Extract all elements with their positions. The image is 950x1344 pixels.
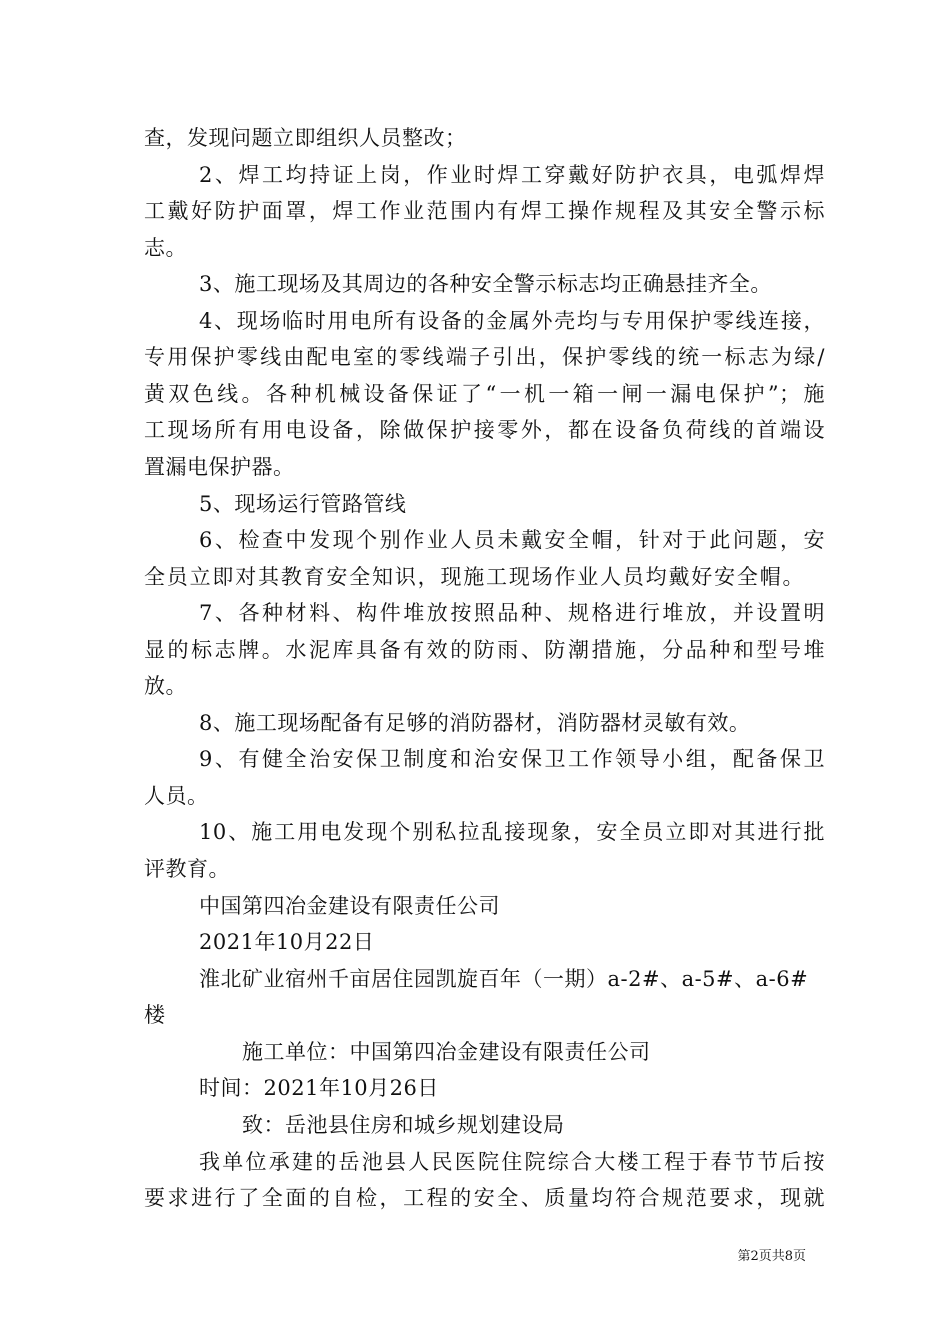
- date-line: 2021年10月22日: [199, 930, 375, 954]
- text-line-29: 我单位承建的岳池县人民医院住院综合大楼工程于春节节后按: [199, 1150, 825, 1174]
- construction-unit: 施工单位：中国第四冶金建设有限责任公司: [242, 1040, 651, 1064]
- text-line-19: 人员。: [144, 784, 209, 808]
- project-name-continued: 楼: [144, 1003, 166, 1027]
- text-line-12: 6、检查中发现个别作业人员未戴安全帽，针对于此问题，安: [199, 528, 825, 552]
- text-line-1: 查，发现问题立即组织人员整改；: [144, 126, 467, 150]
- text-line-21: 评教育。: [144, 857, 230, 881]
- text-line-7: 专用保护零线由配电室的零线端子引出，保护零线的统一标志为绿/: [144, 345, 825, 369]
- text-line-20: 10、施工用电发现个别私拉乱接现象，安全员立即对其进行批: [199, 820, 825, 844]
- page-indicator: 第2页共8页: [737, 1249, 806, 1264]
- time-line: 时间：2021年10月26日: [199, 1076, 439, 1100]
- text-line-17: 8、施工现场配备有足够的消防器材，消防器材灵敏有效。: [199, 711, 751, 735]
- project-name: 淮北矿业宿州千亩居住园凯旋百年（一期）a-2#、a-5#、a-6#: [199, 967, 809, 991]
- text-line-6: 4、现场临时用电所有设备的金属外壳均与专用保护零线连接，: [199, 309, 825, 333]
- text-line-10: 置漏电保护器。: [144, 455, 295, 479]
- text-line-13: 全员立即对其教育安全知识，现施工现场作业人员均戴好安全帽。: [144, 565, 804, 589]
- text-line-2: 2、焊工均持证上岗，作业时焊工穿戴好防护衣具，电弧焊焊: [199, 163, 825, 187]
- text-line-9: 工现场所有用电设备，除做保护接零外，都在设备负荷线的首端设: [144, 418, 825, 442]
- text-line-14: 7、各种材料、构件堆放按照品种、规格进行堆放，并设置明: [199, 601, 825, 625]
- text-line-16: 放。: [144, 674, 187, 698]
- text-line-4: 志。: [144, 236, 187, 260]
- text-line-30: 要求进行了全面的自检，工程的安全、质量均符合规范要求，现就: [144, 1186, 825, 1210]
- text-line-15: 显的标志牌。水泥库具备有效的防雨、防潮措施，分品种和型号堆: [144, 638, 825, 662]
- text-line-8: 黄双色线。各种机械设备保证了“一机一箱一闸一漏电保护”；施: [144, 382, 825, 406]
- text-line-11: 5、现场运行管路管线: [199, 492, 407, 516]
- company-name: 中国第四冶金建设有限责任公司: [199, 894, 500, 918]
- text-line-5: 3、施工现场及其周边的各种安全警示标志均正确悬挂齐全。: [199, 272, 772, 296]
- text-line-3: 工戴好防护面罩，焊工作业范围内有焊工操作规程及其安全警示标: [144, 199, 825, 223]
- text-line-18: 9、有健全治安保卫制度和治安保卫工作领导小组，配备保卫: [199, 747, 825, 771]
- addressee-line: 致：岳池县住房和城乡规划建设局: [242, 1113, 565, 1137]
